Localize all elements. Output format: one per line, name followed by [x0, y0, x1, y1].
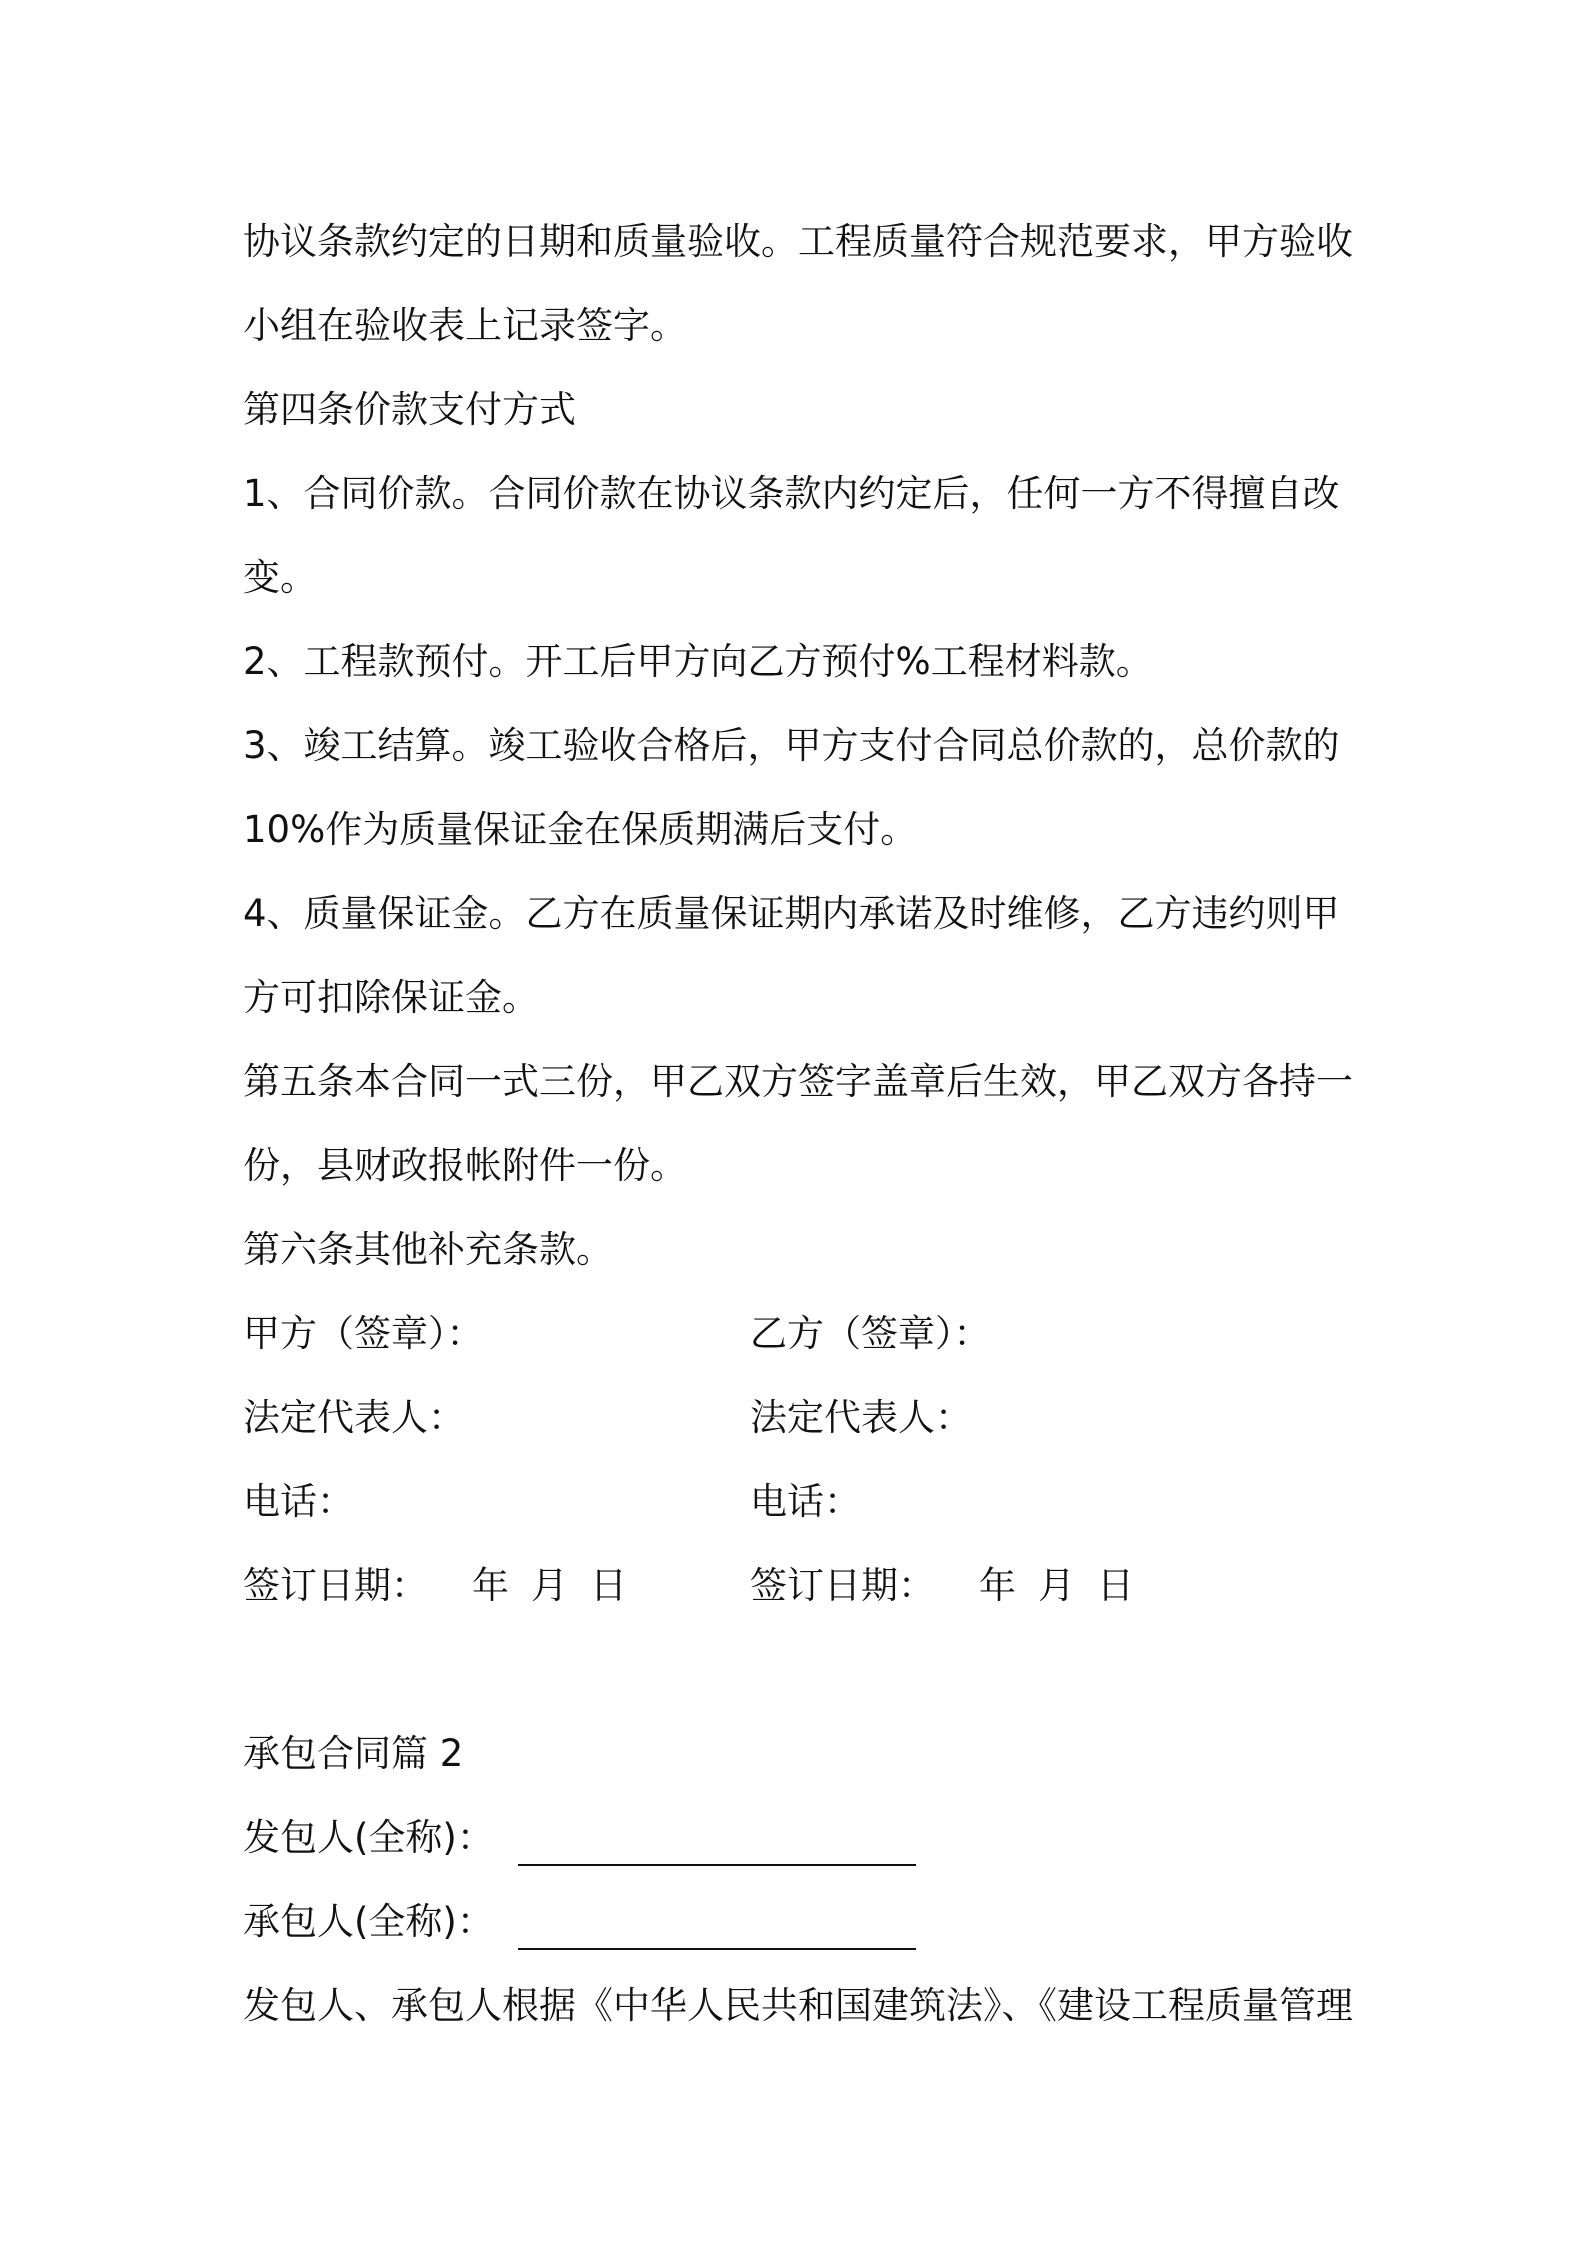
contractor-label: 承包人(全称)：	[243, 1900, 494, 1943]
party-b-seal-label: 乙方（签章）：	[750, 1312, 991, 1355]
text-line: 方可扣除保证金。	[243, 976, 539, 1019]
employer-name-blank[interactable]	[518, 1812, 916, 1866]
date-day: 日	[1097, 1564, 1134, 1607]
contractor-row	[243, 1880, 1363, 1964]
party-a-rep-label: 法定代表人：	[243, 1396, 465, 1439]
party-b-phone-label: 电话：	[750, 1480, 861, 1523]
article-heading: 第六条其他补充条款。	[243, 1228, 613, 1271]
employer-label: 发包人(全称)：	[243, 1816, 494, 1859]
contractor-name-blank[interactable]	[518, 1896, 916, 1950]
section-spacer	[243, 1628, 1363, 1712]
party-a-seal-label: 甲方（签章）：	[243, 1312, 484, 1355]
text-line: 小组在验收表上记录签字。	[243, 304, 687, 347]
date-year: 年	[472, 1564, 509, 1607]
party-b-rep-label: 法定代表人：	[750, 1396, 972, 1439]
signature-row-date	[243, 1544, 1363, 1628]
section-title: 承包合同篇 2	[243, 1732, 464, 1775]
text-line: 2、工程款预付。开工后甲方向乙方预付%工程材料款。	[243, 640, 1153, 683]
party-a-date	[243, 1544, 627, 1628]
date-month: 月	[1038, 1564, 1075, 1607]
text-line: 变。	[243, 556, 317, 599]
date-label: 签订日期：	[243, 1564, 428, 1607]
text-line: 4、质量保证金。乙方在质量保证期内承诺及时维修，乙方违约则甲	[243, 892, 1340, 935]
date-label: 签订日期：	[750, 1564, 935, 1607]
date-month: 月	[531, 1564, 568, 1607]
signature-row-phone	[243, 1460, 1363, 1544]
text-line: 第五条本合同一式三份，甲乙双方签字盖章后生效，甲乙双方各持一	[243, 1060, 1353, 1103]
text-line: 协议条款约定的日期和质量验收。工程质量符合规范要求，甲方验收	[243, 220, 1353, 263]
text-line: 发包人、承包人根据《中华人民共和国建筑法》、《建设工程质量管理	[243, 1984, 1353, 2027]
date-year: 年	[979, 1564, 1016, 1607]
text-line: 1、合同价款。合同价款在协议条款内约定后，任何一方不得擅自改	[243, 472, 1340, 515]
employer-row	[243, 1796, 1363, 1880]
signature-row-seal	[243, 1292, 1363, 1376]
party-b-date	[750, 1544, 1134, 1628]
party-a-phone-label: 电话：	[243, 1480, 354, 1523]
text-line: 份，县财政报帐附件一份。	[243, 1144, 687, 1187]
text-line: 3、竣工结算。竣工验收合格后，甲方支付合同总价款的，总价款的	[243, 724, 1340, 767]
date-day: 日	[590, 1564, 627, 1607]
text-line: 10%作为质量保证金在保质期满后支付。	[243, 808, 918, 851]
article-heading: 第四条价款支付方式	[243, 388, 576, 431]
document-page	[243, 200, 1363, 2048]
signature-row-representative	[243, 1376, 1363, 1460]
